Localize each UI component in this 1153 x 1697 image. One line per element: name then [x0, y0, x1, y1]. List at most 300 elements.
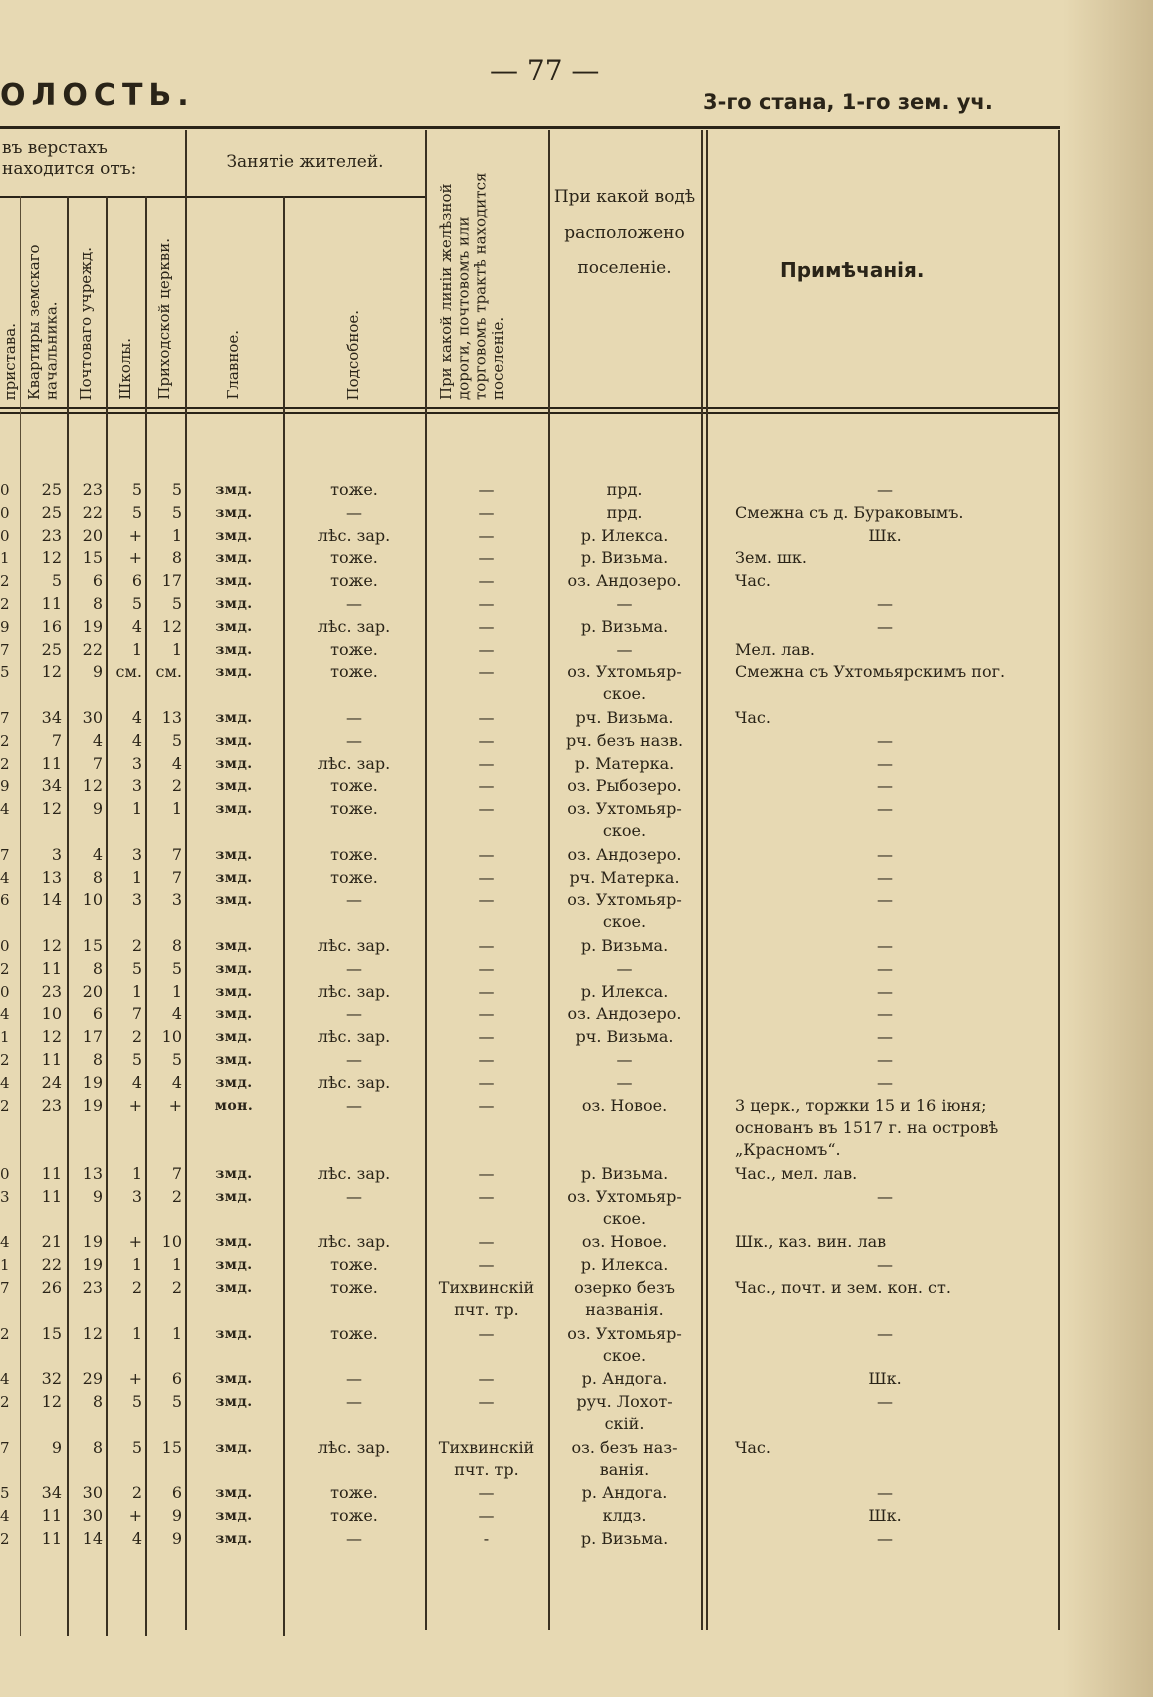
cell-church [147, 981, 182, 1003]
cell-railway [427, 1163, 546, 1185]
cell-railway-text: — [478, 867, 495, 887]
cell-notes-text: — [877, 1392, 893, 1411]
cell-church [147, 867, 182, 889]
cell-secondary [285, 958, 423, 980]
cell-notes [840, 753, 930, 775]
cell-secondary [285, 502, 423, 524]
cell-zemsky [22, 1231, 62, 1253]
cell-secondary [285, 844, 423, 866]
cell-edge [0, 753, 16, 775]
cell-zemsky [22, 1186, 62, 1208]
cell-edge [0, 730, 16, 752]
cell-water-text: р. Визьма. [580, 936, 669, 955]
cell-main-text: змд. [215, 664, 253, 681]
cell-water-text: — [616, 1050, 633, 1069]
cell-water [550, 889, 699, 933]
cell-water-text: ское. [602, 1345, 647, 1365]
header-water: При какой водѣ расположено поселеніе. [553, 187, 696, 279]
cell-water-text: руч. Лохот- [576, 1392, 673, 1411]
cell-main-text: змд. [215, 732, 253, 749]
cell-water-text: рч. Матерка. [569, 867, 680, 887]
cell-post-text: 6 [92, 571, 103, 591]
cell-secondary-text: — [346, 958, 362, 978]
cell-water [550, 935, 699, 957]
cell-church [147, 935, 182, 957]
cell-notes-text: — [877, 1027, 893, 1047]
cell-school [108, 867, 142, 889]
cell-notes [840, 1072, 930, 1094]
cell-school [108, 707, 142, 729]
cell-water [550, 1437, 699, 1481]
cell-post-text: 8 [92, 1392, 103, 1411]
cell-railway [427, 1072, 546, 1094]
cell-secondary-text: тоже. [330, 867, 378, 887]
cell-secondary [285, 1437, 423, 1459]
cell-main-text: змд. [215, 938, 253, 954]
cell-church [147, 1368, 182, 1390]
cell-school-text: + [128, 548, 142, 568]
col-divider [701, 130, 703, 1630]
cell-zemsky [22, 502, 62, 524]
cell-railway-text: — [478, 480, 495, 499]
cell-notes-text: — [877, 1323, 893, 1343]
header-distance: въ верстахъ находится отъ: [2, 138, 137, 180]
cell-post-text: 19 [82, 1095, 103, 1115]
cell-zemsky-text: 25 [41, 639, 62, 659]
cell-post-text: 7 [92, 753, 103, 773]
cell-edge [0, 1505, 16, 1527]
cell-water-text: р. Визьма. [580, 1164, 669, 1183]
cell-church [147, 1163, 182, 1185]
cell-secondary-text: — [346, 1528, 362, 1548]
cell-water-text: оз. Новое. [581, 1232, 668, 1252]
cell-notes [840, 844, 930, 866]
cell-school [108, 730, 142, 752]
cell-railway-text: — [478, 1164, 495, 1183]
cell-water [550, 1528, 699, 1550]
cell-main [187, 1026, 281, 1048]
cell-church [147, 798, 182, 820]
cell-water-text: оз. Ухтомьяр- [567, 890, 682, 910]
cell-church-text: 2 [171, 1278, 182, 1297]
cell-water [550, 730, 699, 752]
cell-school-text: 7 [131, 1004, 142, 1024]
cell-church-text: 8 [171, 936, 182, 955]
cell-edge-text: 7 [0, 640, 10, 659]
cell-railway [427, 661, 546, 683]
cell-post [69, 935, 103, 957]
col-divider [706, 130, 708, 1630]
cell-school-text: 5 [131, 594, 142, 613]
cell-zemsky-text: 23 [41, 1095, 62, 1115]
cell-main [187, 661, 281, 683]
cell-water [550, 639, 699, 661]
cell-railway [427, 1026, 546, 1048]
cell-main [187, 1528, 281, 1550]
cell-church-text: 1 [171, 981, 182, 1001]
cell-edge [0, 1072, 16, 1094]
cell-church [147, 1277, 182, 1299]
cell-notes-text: — [877, 844, 893, 864]
cell-secondary [285, 798, 423, 820]
header-occupation: Занятіе жителей. [226, 152, 384, 172]
cell-zemsky [22, 570, 62, 592]
cell-zemsky-text: 11 [41, 1186, 62, 1206]
cell-school-text: 5 [131, 1437, 142, 1457]
cell-edge [0, 1095, 16, 1117]
cell-water [550, 661, 699, 705]
cell-secondary [285, 479, 423, 501]
cell-school [108, 1368, 142, 1390]
cell-main [187, 1072, 281, 1094]
cell-zemsky [22, 1437, 62, 1459]
cell-water [550, 707, 699, 729]
cell-school [108, 1528, 142, 1550]
cell-secondary [285, 1049, 423, 1071]
cell-school [108, 1505, 142, 1527]
cell-post [69, 1277, 103, 1299]
cell-notes [840, 1505, 930, 1527]
cell-water-text: оз. Ухтомьяр- [567, 1186, 682, 1206]
cell-edge-text: 0 [0, 1165, 10, 1183]
cell-school [108, 844, 142, 866]
cell-secondary-text: тоже. [330, 1506, 378, 1525]
cell-notes-text: 3 церк., торжки 15 и 16 іюня; [735, 1095, 987, 1115]
cell-notes [840, 1026, 930, 1048]
cell-railway [427, 958, 546, 980]
cell-main-text: змд. [215, 1257, 253, 1274]
cell-railway [427, 616, 546, 638]
cell-school-text: + [128, 1095, 142, 1115]
cell-zemsky [22, 730, 62, 752]
cell-zemsky [22, 525, 62, 547]
cell-edge-text: 2 [0, 1324, 10, 1343]
header-main: Главное. [224, 330, 242, 400]
cell-main-text: змд. [215, 596, 253, 612]
cell-post [69, 661, 103, 683]
cell-post-text: 6 [92, 1004, 103, 1024]
cell-church-text: 13 [161, 708, 182, 727]
cell-water [550, 844, 699, 866]
cell-post-text: 30 [82, 1506, 103, 1525]
cell-notes-text: — [877, 1186, 893, 1206]
cell-railway [427, 1323, 546, 1345]
cell-edge-text: 2 [0, 572, 10, 591]
cell-notes-text: — [877, 480, 893, 499]
cell-railway [427, 1368, 546, 1390]
cell-edge [0, 525, 16, 547]
cell-zemsky [22, 1391, 62, 1413]
cell-main [187, 730, 281, 752]
cell-zemsky [22, 707, 62, 729]
cell-school-text: 3 [131, 890, 142, 910]
header-church: Приходской церкви. [155, 238, 173, 400]
cell-church-text: 4 [171, 1072, 182, 1092]
cell-water [550, 981, 699, 1003]
cell-edge-text: 4 [0, 1507, 10, 1525]
cell-church [147, 730, 182, 752]
cell-railway [427, 867, 546, 889]
cell-water [550, 1095, 699, 1117]
cell-post [69, 525, 103, 547]
cell-edge-text: 2 [0, 959, 10, 978]
cell-church-text: 7 [171, 844, 182, 864]
cell-zemsky-text: 21 [41, 1232, 62, 1252]
cell-railway-text: — [478, 1050, 495, 1069]
cell-school [108, 1049, 142, 1071]
header-railway: При какой линіи желѣзной дороги, почтовомъ или торговомъ трактѣ находится поселеніе. [437, 172, 507, 400]
cell-church-text: 6 [171, 1483, 182, 1503]
cell-zemsky-text: 12 [41, 548, 62, 568]
cell-secondary [285, 616, 423, 638]
cell-main-text: змд. [215, 1234, 253, 1251]
cell-railway [427, 1437, 546, 1481]
cell-notes-text: — [877, 981, 893, 1001]
cell-edge [0, 889, 16, 911]
cell-church-text: 1 [171, 525, 182, 545]
cell-zemsky [22, 844, 62, 866]
cell-notes-text: — [877, 594, 893, 613]
cell-school-text: 3 [131, 1186, 142, 1206]
cell-post [69, 798, 103, 820]
cell-post-text: 4 [92, 844, 103, 864]
cell-school [108, 1072, 142, 1094]
cell-water [550, 753, 699, 775]
cell-secondary-text: — [346, 1095, 362, 1115]
header-bottom-rule-2 [0, 412, 1060, 414]
cell-notes [840, 616, 930, 638]
cell-school-text: 4 [131, 1072, 142, 1092]
cell-post-text: 8 [92, 594, 103, 613]
cell-notes [840, 1391, 930, 1413]
cell-notes [735, 1163, 1055, 1185]
cell-main [187, 639, 281, 661]
cell-secondary-text: — [346, 594, 362, 613]
cell-post [69, 730, 103, 752]
cell-post [69, 1186, 103, 1208]
cell-main [187, 1391, 281, 1413]
cell-railway-text: — [478, 844, 495, 864]
cell-post [69, 1049, 103, 1071]
cell-post [69, 867, 103, 889]
cell-secondary-text: лѣс. зар. [317, 1072, 391, 1092]
cell-secondary [285, 867, 423, 889]
cell-secondary-text: лѣс. зар. [317, 981, 391, 1001]
cell-edge-text: 1 [0, 1028, 10, 1047]
cell-church [147, 502, 182, 524]
cell-secondary-text: лѣс. зар. [317, 1437, 391, 1457]
cell-notes [840, 1049, 930, 1071]
cell-main [187, 707, 281, 729]
cell-secondary [285, 1368, 423, 1390]
cell-post [69, 1391, 103, 1413]
cell-zemsky [22, 1277, 62, 1299]
cell-post [69, 844, 103, 866]
cell-edge-text: 2 [0, 754, 10, 773]
cell-zemsky-text: 12 [41, 799, 62, 819]
cell-edge [0, 935, 16, 957]
cell-notes [840, 730, 930, 752]
cell-notes-text: „Красномъ“. [735, 1139, 841, 1159]
cell-post [69, 570, 103, 592]
cell-railway-text: — [478, 1004, 495, 1024]
cell-school [108, 1254, 142, 1276]
cell-edge [0, 593, 16, 615]
cell-main-text: змд. [215, 1371, 253, 1388]
cell-zemsky [22, 661, 62, 683]
cell-main-text: змд. [215, 801, 253, 818]
cell-post-text: 9 [92, 662, 103, 682]
cell-railway-text: — [478, 958, 495, 978]
cell-church [147, 844, 182, 866]
cell-post [69, 707, 103, 729]
cell-school-text: + [128, 1232, 142, 1252]
cell-school [108, 1437, 142, 1459]
cell-railway-text: — [478, 708, 495, 727]
cell-water-text: оз. Андозеро. [567, 844, 682, 864]
cell-edge [0, 1368, 16, 1390]
cell-post-text: 4 [92, 730, 103, 750]
cell-edge [0, 1323, 16, 1345]
cell-secondary [285, 935, 423, 957]
cell-notes [735, 570, 1055, 592]
cell-railway-text: - [483, 1528, 490, 1548]
cell-notes [735, 547, 1055, 569]
cell-zemsky [22, 889, 62, 911]
cell-notes-text: Зем. шк. [735, 548, 808, 568]
cell-zemsky [22, 616, 62, 638]
cell-main [187, 1003, 281, 1025]
cell-main [187, 1482, 281, 1504]
cell-water [550, 1072, 699, 1094]
cell-post-text: 29 [82, 1369, 103, 1389]
cell-church-text: 6 [171, 1369, 182, 1389]
cell-school [108, 661, 142, 683]
cell-post-text: 9 [92, 1186, 103, 1206]
col-divider [20, 196, 21, 1636]
cell-post-text: 17 [82, 1027, 103, 1047]
cell-notes-text: Час. [735, 571, 771, 591]
cell-church [147, 1254, 182, 1276]
cell-zemsky [22, 775, 62, 797]
cell-zemsky-text: 25 [41, 480, 62, 499]
cell-post [69, 889, 103, 911]
cell-water [550, 502, 699, 524]
cell-secondary-text: лѣс. зар. [317, 753, 391, 773]
cell-school [108, 593, 142, 615]
cell-main-text: змд. [215, 1280, 253, 1296]
cell-main [187, 867, 281, 889]
cell-railway [427, 1277, 546, 1321]
cell-school-text: 1 [131, 639, 142, 659]
cell-edge [0, 1277, 16, 1299]
cell-notes-text: — [877, 936, 893, 955]
cell-railway [427, 1003, 546, 1025]
cell-notes [840, 525, 930, 547]
cell-school-text: 1 [131, 799, 142, 819]
cell-church-text: 1 [171, 639, 182, 659]
page-number: — 77 — [490, 54, 600, 87]
cell-main [187, 1277, 281, 1299]
cell-edge [0, 1026, 16, 1048]
cell-zemsky-text: 11 [41, 594, 62, 613]
cell-church-text: 5 [171, 480, 182, 499]
cell-secondary-text: тоже. [330, 776, 378, 796]
cell-water-text: рч. безъ назв. [565, 730, 684, 750]
cell-secondary-text: тоже. [330, 844, 378, 864]
cell-church [147, 1095, 182, 1117]
cell-zemsky-text: 32 [41, 1369, 62, 1389]
cell-zemsky-text: 13 [41, 867, 62, 887]
cell-notes [735, 1095, 1055, 1161]
cell-edge [0, 479, 16, 501]
cell-church [147, 661, 182, 683]
cell-notes-text: Смежна съ Ухтомьярскимъ пог. [735, 662, 1006, 682]
cell-post [69, 1095, 103, 1117]
cell-church-text: 3 [171, 890, 182, 910]
cell-school [108, 1323, 142, 1345]
cell-main [187, 844, 281, 866]
cell-water-text: ское. [602, 821, 647, 841]
cell-church [147, 1231, 182, 1253]
cell-railway-text: — [478, 1392, 495, 1411]
cell-zemsky-text: 34 [41, 708, 62, 727]
cell-railway-text: — [478, 1232, 495, 1252]
cell-post [69, 1528, 103, 1550]
cell-zemsky [22, 753, 62, 775]
cell-zemsky-text: 26 [41, 1278, 62, 1297]
cell-post-text: 23 [82, 480, 103, 499]
cell-church-text: 12 [161, 616, 182, 636]
cell-zemsky-text: 23 [41, 981, 62, 1001]
cell-school [108, 1095, 142, 1117]
cell-notes-text: Шк. [868, 1506, 902, 1525]
cell-railway-text: — [478, 1483, 495, 1503]
cell-school [108, 1391, 142, 1413]
header-post: Почтоваго учрежд. [77, 246, 95, 400]
cell-zemsky-text: 11 [41, 1528, 62, 1548]
cell-main-text: мон. [214, 1097, 254, 1114]
col-divider [67, 196, 69, 1636]
cell-secondary-text: лѣс. зар. [317, 525, 391, 545]
cell-post-text: 30 [82, 1483, 103, 1503]
cell-secondary-text: — [346, 1004, 362, 1024]
cell-edge [0, 1049, 16, 1071]
cell-post [69, 1323, 103, 1345]
cell-main-text: змд. [215, 1394, 253, 1410]
cell-water-text: прд. [606, 502, 643, 522]
cell-railway-text: — [478, 776, 495, 796]
cell-zemsky [22, 479, 62, 501]
cell-zemsky [22, 981, 62, 1003]
cell-water [550, 1254, 699, 1276]
cell-zemsky-text: 22 [41, 1255, 62, 1275]
cell-water [550, 1505, 699, 1527]
cell-railway [427, 730, 546, 752]
cell-railway-text: — [478, 1506, 495, 1525]
cell-water-text: оз. Ухтомьяр- [567, 799, 682, 819]
cell-zemsky-text: 15 [41, 1323, 62, 1343]
cell-notes-text: основанъ въ 1517 г. на островѣ [735, 1117, 999, 1137]
cell-notes [840, 593, 930, 615]
cell-school-text: + [128, 1506, 142, 1525]
cell-secondary [285, 1254, 423, 1276]
cell-school [108, 616, 142, 638]
cell-railway-text: — [478, 525, 495, 545]
cell-zemsky [22, 1528, 62, 1550]
cell-post-text: 20 [82, 981, 103, 1001]
cell-zemsky [22, 867, 62, 889]
